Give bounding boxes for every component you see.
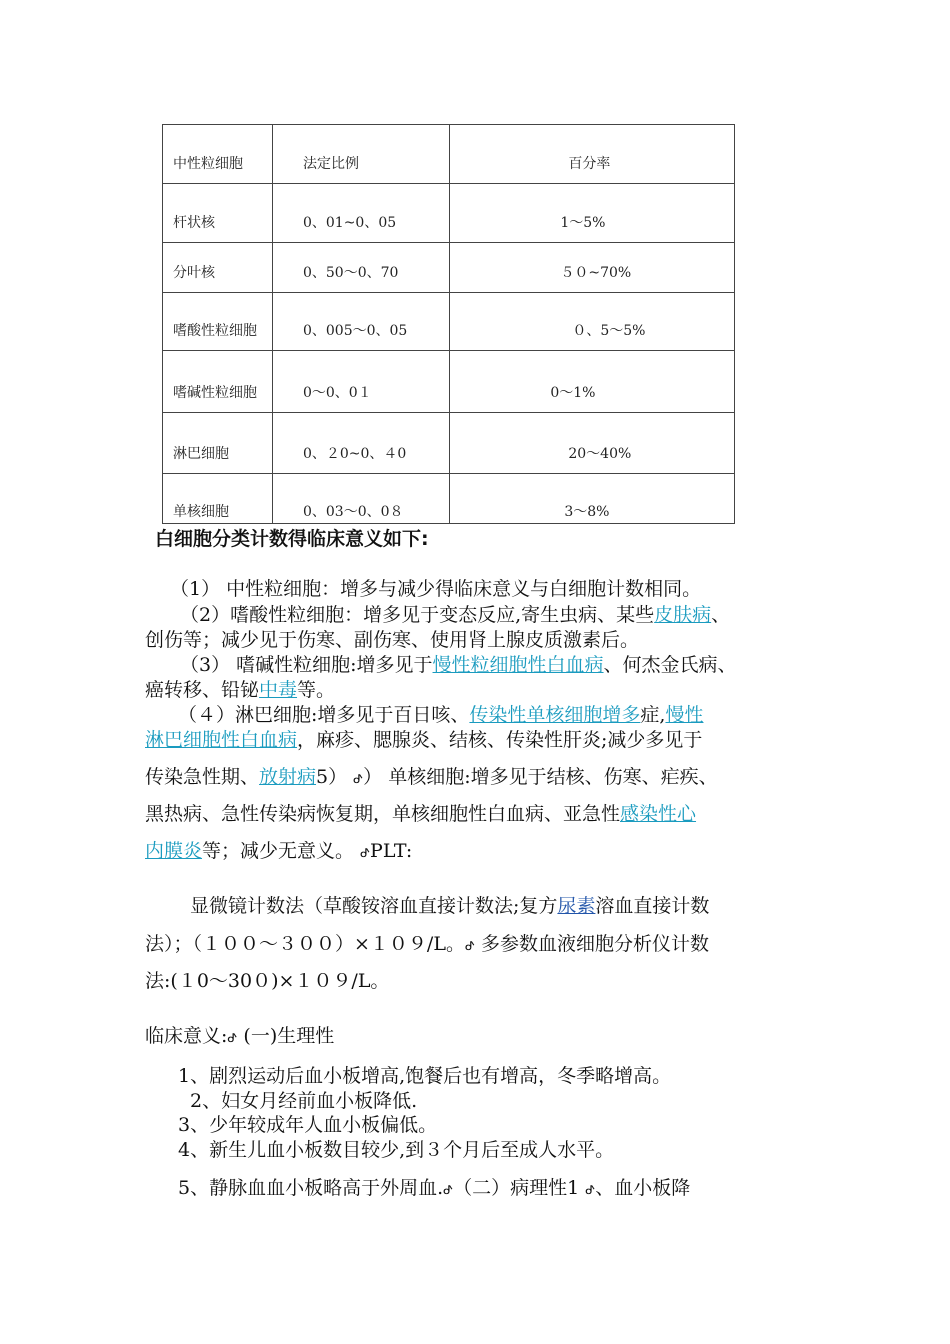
text-span: 、血小板降 (595, 1177, 691, 1199)
text-span: 临床意义: (145, 1025, 228, 1047)
paragraph-lymphocyte (178, 700, 703, 727)
table-cell: 0、005～0、05 (272, 293, 449, 351)
table-row (163, 184, 735, 243)
text-span: 、何杰金氏病、 (603, 654, 737, 676)
link-endocarditis[interactable]: 感染性心 (620, 803, 697, 825)
leukocyte-table (162, 124, 735, 524)
table-cell: 3～8% (450, 474, 735, 524)
text-span: 癌转移、铅铋 (145, 679, 260, 701)
paragraph-lymphocyte-cont (145, 725, 702, 752)
text-span: 5） (316, 766, 348, 788)
link-urea[interactable]: 尿素 (557, 895, 596, 917)
link-chronic[interactable]: 慢性 (665, 704, 704, 726)
table-row (163, 243, 735, 293)
paragraph-monocyte-cont2 (145, 836, 412, 863)
table-cell: 0、２0~0、４0 (272, 413, 449, 474)
table-cell: 0、50～0、70 (272, 243, 449, 293)
table-cell: 嗜碱性粒细胞 (163, 351, 273, 413)
text-span: （2）嗜酸性粒细胞：增多见于变态反应,寄生虫病、某些 (180, 604, 655, 626)
table-header-row (163, 125, 735, 184)
paragraph-basophil (180, 650, 737, 677)
table-cell: 淋巴细胞 (163, 413, 273, 474)
table-cell: 嗜酸性粒细胞 (163, 293, 273, 351)
list-item: 4、新生儿血小板数目较少,到３个月后至成人水平。 (178, 1139, 615, 1161)
link-endocarditis-cont[interactable]: 内膜炎 (145, 840, 203, 862)
paragraph-clinical-significance (145, 1021, 334, 1048)
link-skin-disease[interactable]: 皮肤病 (654, 604, 712, 626)
table-header-cell: 百分率 (450, 125, 735, 184)
text-span: 法）；（１００～３００）×１０９/L。 (145, 933, 465, 955)
table-cell: 0～1% (450, 351, 735, 413)
table-header-cell: 法定比例 (272, 125, 449, 184)
table-cell: 杆状核 (163, 184, 273, 243)
text-span: 传染急性期、 (145, 766, 260, 788)
paragraph-lymphocyte-cont2: 传染急性期、放射病5） ᕷ） 单核细胞:增多见于结核、伤寒、疟疾、 (145, 766, 718, 788)
list-item: 3、少年较成年人血小板偏低。 (178, 1114, 438, 1136)
text-span: PLT: (370, 840, 413, 862)
text-span: 等；减少无意义。 (202, 840, 355, 862)
text-span: 单核细胞:增多见于结核、伤寒、疟疾、 (388, 766, 718, 788)
bullet-marker-icon: ᕷ (443, 1183, 454, 1197)
table-cell: 0、03～0、0８ (272, 474, 449, 524)
table-row (163, 293, 735, 351)
list-item (178, 1173, 690, 1200)
link-cll[interactable]: 淋巴细胞性白血病 (145, 729, 298, 751)
table-cell: 0、01~0、05 (272, 184, 449, 243)
bullet-marker-icon: ᕷ (464, 939, 475, 953)
table-row (163, 474, 735, 524)
section-heading: 白细胞分类计数得临床意义如下: (155, 528, 429, 550)
text-span: 溶血直接计数 (595, 895, 710, 917)
table-cell: 20～40% (450, 413, 735, 474)
paragraph-count-method-cont (145, 929, 709, 956)
text-span: 5、静脉血血小板略高于外周血. (178, 1177, 444, 1199)
text-span: ，麻疹、腮腺炎、结核、传染性肝炎;减少多见于 (297, 729, 703, 751)
link-poisoning[interactable]: 中毒 (259, 679, 298, 701)
table-cell: ０、5～5% (450, 293, 735, 351)
text-span: 等。 (297, 679, 336, 701)
table-row (163, 351, 735, 413)
text-span: （3） 嗜碱性粒细胞:增多见于 (180, 654, 433, 676)
link-mononucleosis[interactable]: 传染性单核细胞增多 (469, 704, 641, 726)
list-item: 2、妇女月经前血小板降低. (190, 1090, 418, 1112)
paragraph-neutrophil: （1） 中性粒细胞：增多与减少得临床意义与白细胞计数相同。 (170, 578, 702, 600)
paragraph-basophil-cont (145, 675, 335, 702)
bullet-marker-icon: ᕷ (353, 772, 364, 786)
text-span: 多参数血液细胞分析仪计数 (480, 933, 709, 955)
paragraph-monocyte-cont (145, 799, 696, 826)
table-cell: 0～0、0１ (272, 351, 449, 413)
text-span: （４）淋巴细胞:增多见于百日咳、 (178, 704, 470, 726)
text-span: 、 (711, 604, 731, 626)
text-span: (一)生理性 (243, 1025, 335, 1047)
table-cell: 单核细胞 (163, 474, 273, 524)
text-span: 黑热病、急性传染病恢复期，单核细胞性白血病、亚急性 (145, 803, 621, 825)
paragraph-count-method (190, 891, 709, 918)
link-radiation-sickness[interactable]: 放射病 (259, 766, 317, 788)
link-cml[interactable]: 慢性粒细胞性白血病 (432, 654, 604, 676)
text-span: 显微镜计数法（草酸铵溶血直接计数法;复方 (190, 895, 558, 917)
table-header-cell: 中性粒细胞 (163, 125, 273, 184)
table-row (163, 413, 735, 474)
table-cell: 分叶核 (163, 243, 273, 293)
table-cell: 1～5% (450, 184, 735, 243)
bullet-marker-icon: ᕷ (585, 1183, 596, 1197)
bullet-marker-icon: ᕷ (227, 1031, 238, 1045)
bullet-marker-icon: ᕷ (360, 846, 371, 860)
table-cell: ５０~70% (450, 243, 735, 293)
paragraph-eosinophil-cont: 创伤等；减少见于伤寒、副伤寒、使用肾上腺皮质激素后。 (145, 629, 640, 651)
text-span: 症, (640, 704, 666, 726)
list-item: 1、剧烈运动后血小板增高,饱餐后也有增高，冬季略增高。 (178, 1065, 672, 1087)
paragraph-count-method-cont2: 法:(１0～30０)×１０９/L。 (145, 970, 390, 992)
paragraph-eosinophil (180, 600, 730, 627)
text-span: （二）病理性1 (453, 1177, 580, 1199)
